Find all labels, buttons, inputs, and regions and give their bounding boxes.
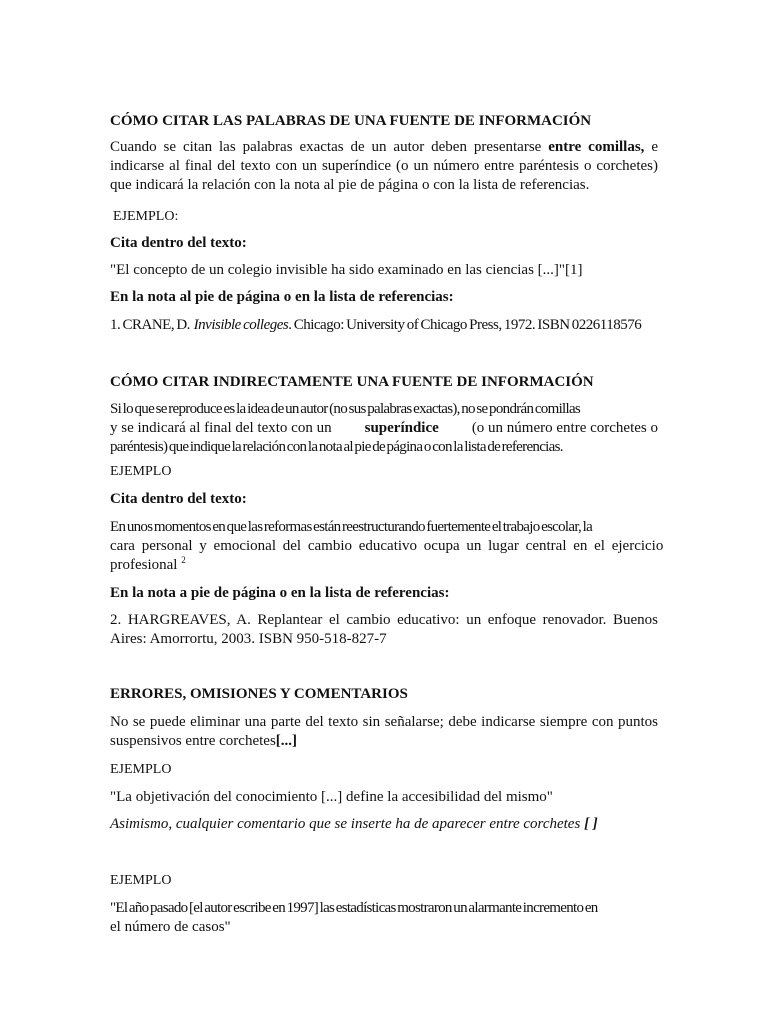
section-2-cite-line-3-text: profesional xyxy=(110,557,178,573)
section-1-reference xyxy=(110,316,670,335)
section-3-paragraph xyxy=(110,713,658,751)
section-3-comment-note xyxy=(110,815,658,834)
section-2-reference: 2. HARGREAVES, A. Replantear el cambio educativo: un enfoque renovador. Buenos Aires: Amorrortu, 2003. ISBN 950-518-827-7 xyxy=(110,612,658,647)
section-2-cite-line-1: En unos momentos en que las reformas están reestructurando fuertemente el trabajo escolar, la xyxy=(110,519,593,535)
section-2-note-heading: En la nota a pie de página o en la lista de referencias: xyxy=(110,585,450,601)
section-3-quote-2 xyxy=(110,899,658,937)
section-2-paragraph-line-2a: y se indicará al final del texto con un xyxy=(110,420,332,436)
section-3-quote-2-line-1: "El año pasado [el autor escribe en 1997] las estadísticas mostraron un alarmante incremento en xyxy=(110,900,598,916)
section-1-example-label: EJEMPLO: xyxy=(113,209,179,224)
section-2-paragraph-line-1: Si lo que se reproduce es la idea de un autor (no sus palabras exactas), no se pondrán comillas xyxy=(110,401,581,417)
section-2-paragraph-line-2b: (o un número entre corchetes o xyxy=(471,420,658,436)
section-1-paragraph xyxy=(110,138,658,195)
reference-1-author: 1. CRANE, D. xyxy=(110,317,190,333)
section-3-example-label-1: EJEMPLO xyxy=(110,762,172,777)
section-1-quote: "El concepto de un colegio invisible ha sido examinado en las ciencias [...]"[1] xyxy=(110,262,583,278)
reference-1-title: Invisible colleges xyxy=(193,317,289,333)
section-2-paragraph-bold: superíndice xyxy=(364,420,439,436)
section-3-comment-text: Asimismo, cualquier comentario que se inserte ha de aparecer entre corchetes xyxy=(110,816,581,832)
section-1-paragraph-bold: entre comillas, xyxy=(548,139,645,155)
section-2-example-label: EJEMPLO xyxy=(110,464,172,479)
section-1-paragraph-text-a: Cuando se citan las palabras exactas de un autor deben presentarse xyxy=(110,139,542,155)
section-2-cite-line-2: cara personal y emocional del cambio educativo ocupa un lugar central en el ejercicio xyxy=(110,538,664,554)
section-1-paragraph-text-b: e indicarse al final del texto con un superíndice (o un número entre paréntesis o corchetes) que indicará la relación con la nota al pie de página o con la lista de referencias. xyxy=(110,139,658,193)
section-3-heading: ERRORES, OMISIONES Y COMENTARIOS xyxy=(110,686,408,702)
section-3-comment-brackets: [ ] xyxy=(584,816,598,832)
section-2-cite-text xyxy=(110,518,664,575)
reference-1-publisher: . Chicago: University of Chicago Press, 1972. ISBN 0226118576 xyxy=(288,317,642,333)
section-2-cite-heading: Cita dentro del texto: xyxy=(110,491,247,507)
section-1-cite-heading: Cita dentro del texto: xyxy=(110,235,247,251)
section-3-paragraph-bold: [...] xyxy=(275,733,298,749)
section-2-paragraph-line-3: paréntesis) que indique la relación con la nota al pie de página o con la lista de referencias. xyxy=(110,439,563,455)
section-1-heading: CÓMO CITAR LAS PALABRAS DE UNA FUENTE DE INFORMACIÓN xyxy=(110,113,592,129)
section-3-quote-1: "La objetivación del conocimiento [...] define la accesibilidad del mismo" xyxy=(110,789,553,805)
section-3-example-label-2: EJEMPLO xyxy=(110,873,172,888)
footnote-marker: 2 xyxy=(181,555,186,565)
section-3-paragraph-text: No se puede eliminar una parte del texto sin señalarse; debe indicarse siempre con puntos suspensivos entre corchetes xyxy=(110,714,658,749)
section-2-paragraph xyxy=(110,400,658,457)
section-2-paragraph-line-2 xyxy=(110,419,658,438)
section-2-heading: CÓMO CITAR INDIRECTAMENTE UNA FUENTE DE INFORMACIÓN xyxy=(110,374,594,390)
section-1-note-heading: En la nota al pie de página o en la lista de referencias: xyxy=(110,289,454,305)
section-2-cite-line-3 xyxy=(110,556,658,575)
section-3-quote-2-line-2: el número de casos" xyxy=(110,919,231,935)
